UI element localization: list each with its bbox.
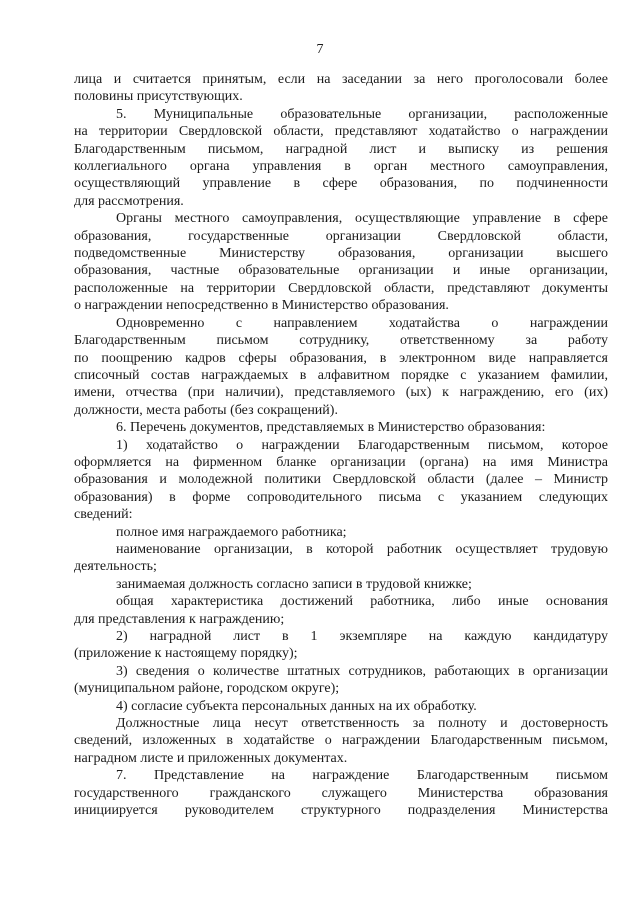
text-line: (приложение к настоящему порядку);	[74, 646, 298, 662]
text-line: о награждении непосредственно в Министерство образования.	[74, 298, 449, 314]
text-line: подведомственные Министерству образования, организации высшего	[74, 246, 608, 262]
text-line: коллегиального органа управления в орган местного самоуправления,	[74, 159, 608, 175]
text-line: осуществляющий управление в сфере образования, по подчиненности	[74, 176, 608, 192]
text-line: 6. Перечень документов, представляемых в Министерство образования:	[116, 420, 546, 436]
text-line: образования) в форме сопроводительного письма с указанием следующих	[74, 489, 608, 505]
text-line: для представления к награждению;	[74, 611, 285, 627]
text-line: деятельность;	[74, 559, 157, 575]
text-line: 7. Представление на награждение Благодарственным письмом	[116, 768, 608, 784]
text-line: инициируется руководителем структурного подразделения Министерства	[74, 803, 608, 819]
text-line: для рассмотрения.	[74, 193, 184, 209]
text-line: 3) сведения о количестве штатных сотрудников, работающих в организации	[116, 663, 608, 679]
text-line: 2) наградной лист в 1 экземпляре на каждую кандидатуру	[116, 629, 608, 644]
text-line: Органы местного самоуправления, осуществляющие управление в сфере	[116, 211, 608, 227]
text-line: расположенные на территории Свердловской области, представляют документы	[74, 280, 608, 296]
text-line: половины присутствующих.	[74, 89, 243, 105]
text-line: наименование организации, в которой работник осуществляет трудовую	[116, 541, 608, 557]
document-body	[74, 71, 608, 819]
text-line: лица и считается принятым, если на заседании за него проголосовали более	[74, 72, 608, 87]
page-number: 7	[316, 42, 324, 57]
text-line: должности, места работы (без сокращений).	[74, 402, 338, 418]
text-line: сведений, изложенных в ходатайстве о награждении Благодарственным письмом,	[74, 733, 608, 749]
text-line: 5. Муниципальные образовательные организации, расположенные	[116, 106, 608, 122]
text-line: оформляется на фирменном бланке организации (органа) на имя Министра	[74, 454, 608, 470]
text-line: Благодарственным письмом, наградной лист и выписку из решения	[74, 141, 608, 157]
text-line: наградном листе и приложенных документах.	[74, 750, 348, 766]
text-line: образования, государственные организации Свердловской области,	[74, 228, 608, 244]
text-line: (муниципальном районе, городском округе);	[74, 681, 340, 697]
text-line: на территории Свердловской области, представляют ходатайство о награждении	[74, 124, 608, 140]
text-line: образования и молодежной политики Свердловской области (далее – Министр	[74, 472, 608, 488]
text-line: списочный состав награждаемых в алфавитном порядке с указанием фамилии,	[74, 367, 608, 383]
text-line: Должностные лица несут ответственность за полноту и достоверность	[116, 716, 608, 732]
text-line: занимаемая должность согласно записи в трудовой книжке;	[116, 576, 472, 592]
text-line: 4) согласие субъекта персональных данных на их обработку.	[116, 698, 477, 714]
text-line: Одновременно с направлением ходатайства о награждении	[116, 315, 608, 331]
text-line: Благодарственным письмом сотруднику, ответственному за работу	[74, 333, 608, 349]
text-line: имени, отчества (при наличии), представляемого (ых) к награждению, его (их)	[74, 385, 608, 401]
text-line: сведений:	[74, 507, 133, 523]
text-line: государственного гражданского служащего Министерства образования	[74, 785, 608, 801]
text-line: образования, частные образовательные организации и иные организации,	[74, 263, 608, 279]
text-line: 1) ходатайство о награждении Благодарственным письмом, которое	[116, 437, 608, 453]
text-line: общая характеристика достижений работника, либо иные основания	[116, 594, 608, 610]
text-line: полное имя награждаемого работника;	[116, 524, 347, 540]
text-line: по поощрению кадров сферы образования, в электронном виде направляется	[74, 350, 608, 366]
